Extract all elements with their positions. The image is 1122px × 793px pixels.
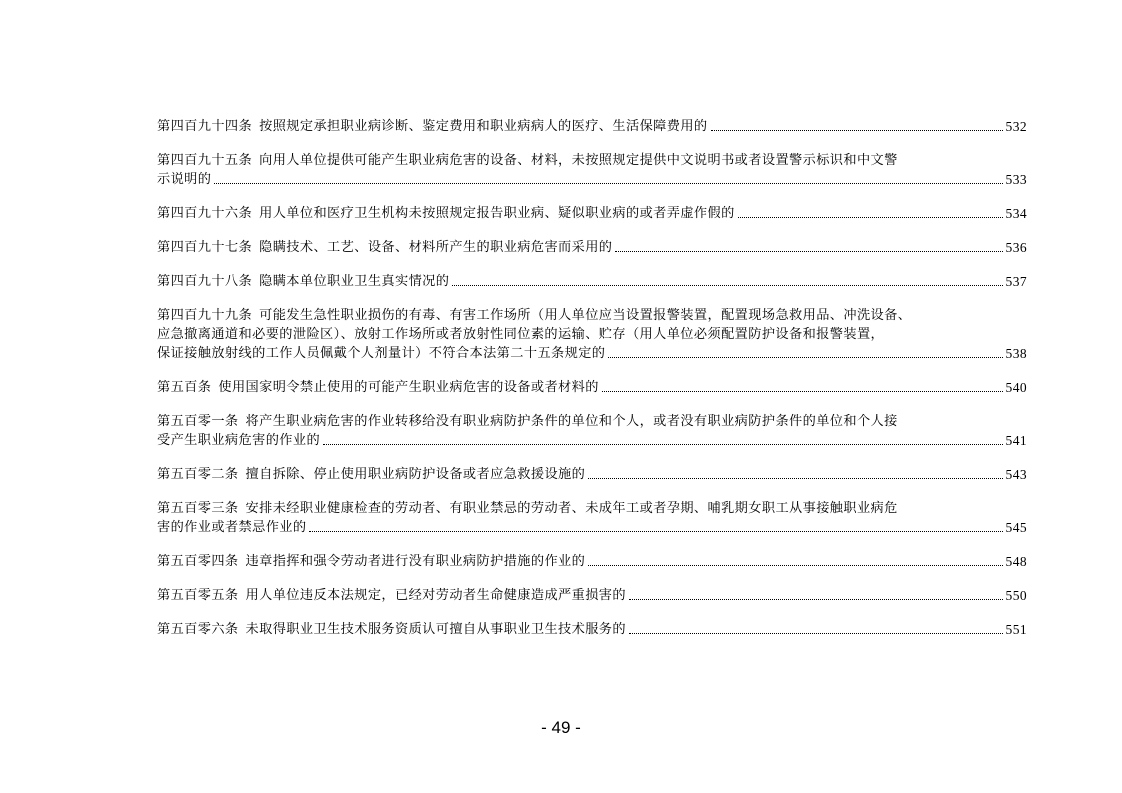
toc-entry[interactable]	[157, 465, 1027, 484]
toc-entry-page: 545	[1005, 520, 1027, 535]
toc-entry-title: 用人单位违反本法规定，已经对劳动者生命健康造成严重损害的	[245, 588, 626, 603]
toc-entry[interactable]	[157, 499, 1027, 537]
toc-entry-article: 第五百零二条	[157, 467, 239, 482]
toc-dot-leader	[615, 251, 1002, 252]
toc-entry-line	[157, 272, 1027, 291]
toc-entry-line	[157, 344, 1027, 363]
toc-entry-title: 可能发生急性职业损伤的有毒、有害工作场所（用人单位应当设置报警装置，配置现场急救用品、冲洗设备、	[259, 308, 912, 323]
toc-entry-title: 示说明的	[157, 172, 212, 187]
toc-entry-line	[157, 170, 1027, 189]
toc-entry-line	[157, 306, 1027, 325]
toc-entry-line	[157, 552, 1027, 571]
page-number: - 49 -	[541, 718, 581, 737]
toc-entry[interactable]	[157, 620, 1027, 639]
toc-dot-leader	[602, 391, 1003, 392]
toc-dot-leader	[309, 531, 1002, 532]
toc-entry-line	[157, 586, 1027, 605]
toc-entry-article: 第四百九十五条	[157, 153, 253, 168]
toc-entry[interactable]	[157, 412, 1027, 450]
toc-entry-line	[157, 518, 1027, 537]
toc-entry-page: 548	[1005, 554, 1027, 569]
toc-entry-article: 第五百零六条	[157, 622, 239, 637]
toc-dot-leader	[452, 285, 1002, 286]
toc-entry-article: 第四百九十七条	[157, 240, 253, 255]
toc-entry-title: 保证接触放射线的工作人员佩戴个人剂量计）不符合本法第二十五条规定的	[157, 346, 606, 361]
toc-entry-line	[157, 620, 1027, 639]
toc-entry-page: 551	[1005, 622, 1027, 637]
toc-dot-leader	[588, 478, 1002, 479]
table-of-contents	[157, 117, 1027, 654]
toc-dot-leader	[711, 130, 1003, 131]
toc-entry-title: 害的作业或者禁忌作业的	[157, 520, 307, 535]
toc-entry-title: 隐瞒技术、工艺、设备、材料所产生的职业病危害而采用的	[259, 240, 613, 255]
toc-entry-line	[157, 204, 1027, 223]
toc-entry-page: 537	[1005, 274, 1027, 289]
toc-entry-line	[157, 499, 1027, 518]
toc-entry-title: 违章指挥和强令劳动者进行没有职业病防护措施的作业的	[245, 554, 586, 569]
toc-dot-leader	[629, 599, 1003, 600]
toc-entry[interactable]	[157, 117, 1027, 136]
toc-entry[interactable]	[157, 552, 1027, 571]
toc-entry-article: 第四百九十六条	[157, 206, 253, 221]
toc-entry-article: 第五百零五条	[157, 588, 239, 603]
toc-entry-article: 第四百九十八条	[157, 274, 253, 289]
toc-entry-title: 将产生职业病危害的作业转移给没有职业病防护条件的单位和个人，或者没有职业病防护条件的单位和个人接	[245, 414, 898, 429]
toc-entry-line	[157, 465, 1027, 484]
toc-entry-title: 安排未经职业健康检查的劳动者、有职业禁忌的劳动者、未成年工或者孕期、哺乳期女职工从事接触职业病危	[245, 501, 898, 516]
toc-dot-leader	[588, 565, 1002, 566]
toc-entry-title: 用人单位和医疗卫生机构未按照规定报告职业病、疑似职业病的或者弄虚作假的	[259, 206, 735, 221]
toc-entry-page: 533	[1005, 172, 1027, 187]
toc-entry-line	[157, 431, 1027, 450]
toc-entry-article: 第四百九十九条	[157, 308, 253, 323]
toc-entry-page: 543	[1005, 467, 1027, 482]
toc-entry-article: 第五百零一条	[157, 414, 239, 429]
toc-entry-line	[157, 238, 1027, 257]
toc-entry-title: 擅自拆除、停止使用职业病防护设备或者应急救援设施的	[245, 467, 586, 482]
toc-entry-article: 第五百零三条	[157, 501, 239, 516]
toc-dot-leader	[629, 633, 1003, 634]
toc-entry-page: 532	[1005, 119, 1027, 134]
toc-entry[interactable]	[157, 586, 1027, 605]
toc-entry[interactable]	[157, 306, 1027, 363]
toc-entry-page: 541	[1005, 433, 1027, 448]
toc-entry-line	[157, 378, 1027, 397]
toc-entry-title: 受产生职业病危害的作业的	[157, 433, 321, 448]
toc-entry-title: 应急撤离通道和必要的泄险区）、放射工作场所或者放射性同位素的运输、贮存（用人单位必须配置防护设备和报警装置，	[157, 327, 885, 342]
toc-entry-article: 第五百条	[157, 380, 212, 395]
toc-entry-page: 536	[1005, 240, 1027, 255]
toc-entry-page: 538	[1005, 346, 1027, 361]
toc-entry[interactable]	[157, 204, 1027, 223]
toc-entry-page: 534	[1005, 206, 1027, 221]
toc-entry[interactable]	[157, 378, 1027, 397]
toc-entry-page: 550	[1005, 588, 1027, 603]
toc-entry-title: 隐瞒本单位职业卫生真实情况的	[259, 274, 450, 289]
toc-entry[interactable]	[157, 151, 1027, 189]
toc-entry-line	[157, 325, 1027, 344]
toc-entry-article: 第四百九十四条	[157, 119, 253, 134]
toc-entry-line	[157, 412, 1027, 431]
toc-dot-leader	[608, 357, 1002, 358]
toc-dot-leader	[738, 217, 1003, 218]
toc-entry[interactable]	[157, 238, 1027, 257]
toc-entry-line	[157, 117, 1027, 136]
toc-entry-title: 按照规定承担职业病诊断、鉴定费用和职业病病人的医疗、生活保障费用的	[259, 119, 708, 134]
toc-dot-leader	[214, 183, 1002, 184]
toc-entry-title: 向用人单位提供可能产生职业病危害的设备、材料，未按照规定提供中文说明书或者设置警示标识和中文警	[259, 153, 898, 168]
toc-entry-title: 未取得职业卫生技术服务资质认可擅自从事职业卫生技术服务的	[245, 622, 626, 637]
toc-dot-leader	[323, 444, 1002, 445]
toc-entry-title: 使用国家明令禁止使用的可能产生职业病危害的设备或者材料的	[218, 380, 599, 395]
toc-entry-page: 540	[1005, 380, 1027, 395]
toc-entry-line	[157, 151, 1027, 170]
toc-entry-article: 第五百零四条	[157, 554, 239, 569]
toc-entry[interactable]	[157, 272, 1027, 291]
